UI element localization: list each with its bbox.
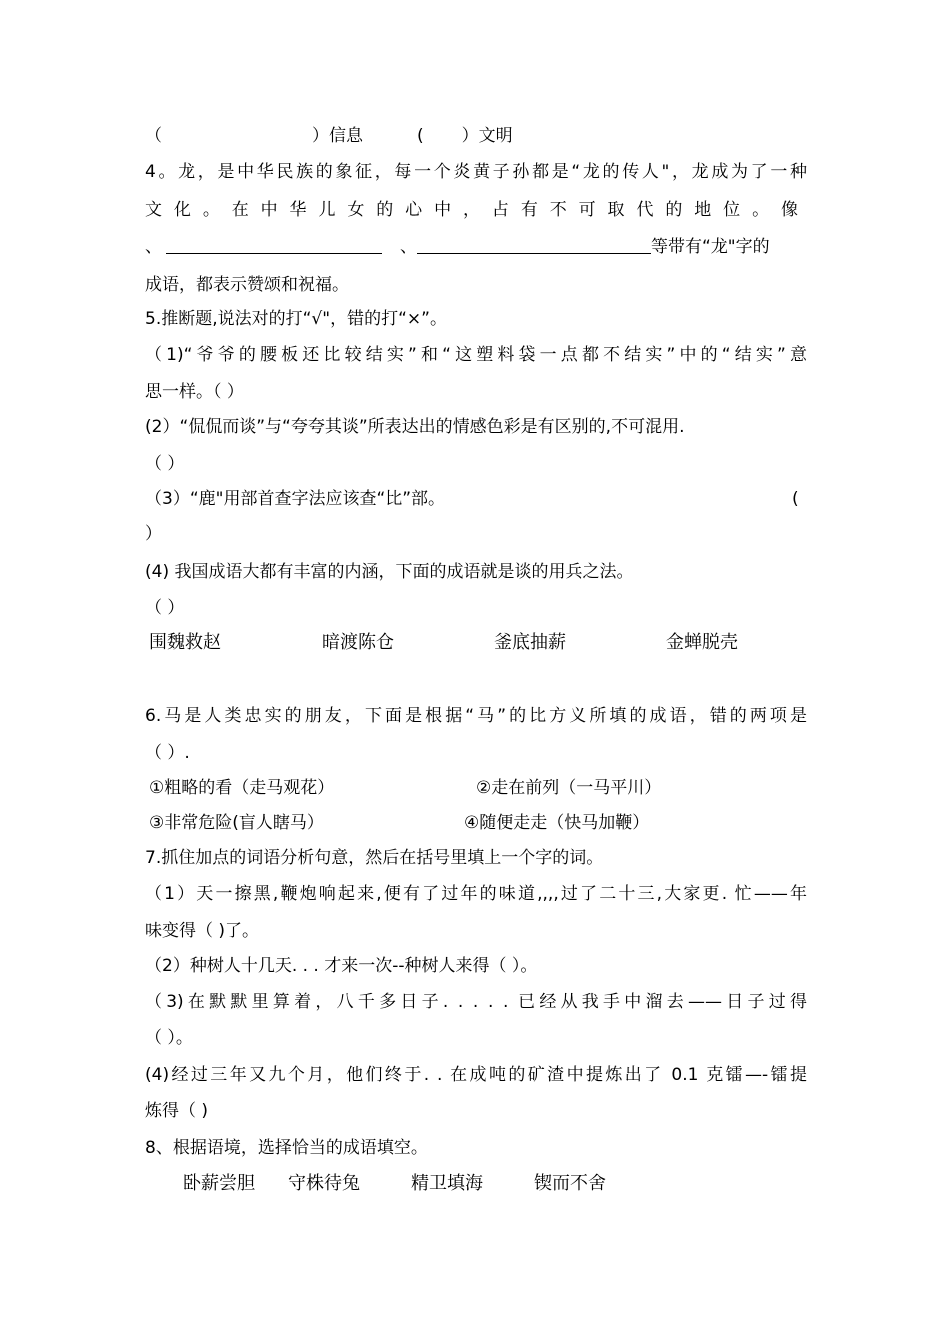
q6-option-4: ④随便走走（快马加鞭）: [464, 813, 650, 833]
q4-line-2: 文化。在中华儿女的心中，占有不可取代的地位。像: [145, 200, 807, 220]
q7-item-1-a: （1）天一擦黑,鞭炮响起来,便有了过年的味道,,,,过了二十三,大家更. 忙——年: [145, 884, 807, 904]
q8-idiom-2: 守株待兔: [288, 1173, 360, 1194]
q7-item-3-b: （ ）。: [145, 1028, 193, 1048]
q4-blank-1[interactable]: [166, 237, 382, 254]
q5-item-4-b: （ ）: [145, 598, 185, 618]
q3-blank-info: ）信息: [312, 126, 363, 146]
q5-item-3-a: （3）“鹿"用部首查字法应该查“比”部。: [145, 489, 446, 509]
q5-item-3-paren: (: [792, 489, 799, 509]
q5-idiom-3: 釜底抽薪: [494, 632, 566, 653]
q3-open-paren-2: (: [417, 126, 424, 146]
q5-item-1-a: （1)“爷爷的腰板还比较结实”和“这塑料袋一点都不结实”中的“结实”意: [145, 345, 807, 365]
q6-answer-paren: （ ）.: [145, 743, 190, 763]
q8-idiom-1: 卧薪尝胆: [183, 1173, 255, 1194]
q4-line-1: 4。龙，是中华民族的象征，每一个炎黄子孙都是“龙的传人"，龙成为了一种: [145, 162, 807, 182]
q7-item-1-b: 味变得（ )了。: [145, 921, 260, 941]
q6-option-1: ①粗略的看（走马观花）: [149, 778, 335, 798]
q7-item-4-b: 炼得（ ): [145, 1101, 209, 1121]
q5-idiom-2: 暗渡陈仓: [322, 632, 394, 653]
q7-item-3-a: （3)在默默里算着，八千多日子. . . . . 已经从我手中溜去——日子过得: [145, 992, 807, 1012]
q5-item-3-b: ）: [145, 524, 162, 544]
q6-title: 6.马是人类忠实的朋友，下面是根据“马”的比方义所填的成语，错的两项是: [145, 706, 807, 726]
q4-separator-2: 、: [400, 237, 417, 257]
q4-line-3: [145, 235, 807, 259]
q4-line-3-tail: 等带有“龙"字的: [651, 237, 770, 257]
q8-idiom-4: 锲而不舍: [534, 1173, 606, 1194]
q4-separator-1: 、: [145, 237, 162, 257]
q3-open-paren: （: [145, 126, 162, 146]
q5-item-1-b: 思一样。（ ）: [145, 382, 244, 402]
q5-item-2-b: （ ）: [145, 454, 185, 474]
q8-title: 8、根据语境，选择恰当的成语填空。: [145, 1138, 428, 1158]
q3-tail-line: [145, 124, 807, 148]
q4-line-4: 成语，都表示赞颂和祝福。: [145, 275, 349, 295]
q8-idiom-3: 精卫填海: [411, 1173, 483, 1194]
q5-title: 5.推断题,说法对的打“√"，错的打“×”。: [145, 309, 447, 329]
q5-item-4-a: (4) 我国成语大都有丰富的内涵，下面的成语就是谈的用兵之法。: [145, 562, 634, 582]
q5-idiom-4: 金蝉脱壳: [666, 632, 738, 653]
q7-item-2: （2）种树人十几天. . . 才来一次--种树人来得（ ）。: [145, 956, 538, 976]
q7-title: 7.抓住加点的词语分析句意，然后在括号里填上一个字的词。: [145, 848, 604, 868]
q5-item-2-a: (2）“侃侃而谈”与“夸夸其谈”所表达出的情感色彩是有区别的,不可混用.: [145, 417, 685, 437]
q6-option-3: ③非常危险(盲人瞎马）: [149, 813, 324, 833]
q3-blank-civilization: ）文明: [461, 126, 513, 146]
q7-item-4-a: (4)经过三年又九个月，他们终于. . 在成吨的矿渣中提炼出了 0.1 克镭—-镭提: [145, 1065, 807, 1085]
q5-idiom-1: 围魏救赵: [149, 632, 221, 653]
q4-blank-2[interactable]: [417, 237, 651, 254]
q6-option-2: ②走在前列（一马平川）: [476, 778, 662, 798]
